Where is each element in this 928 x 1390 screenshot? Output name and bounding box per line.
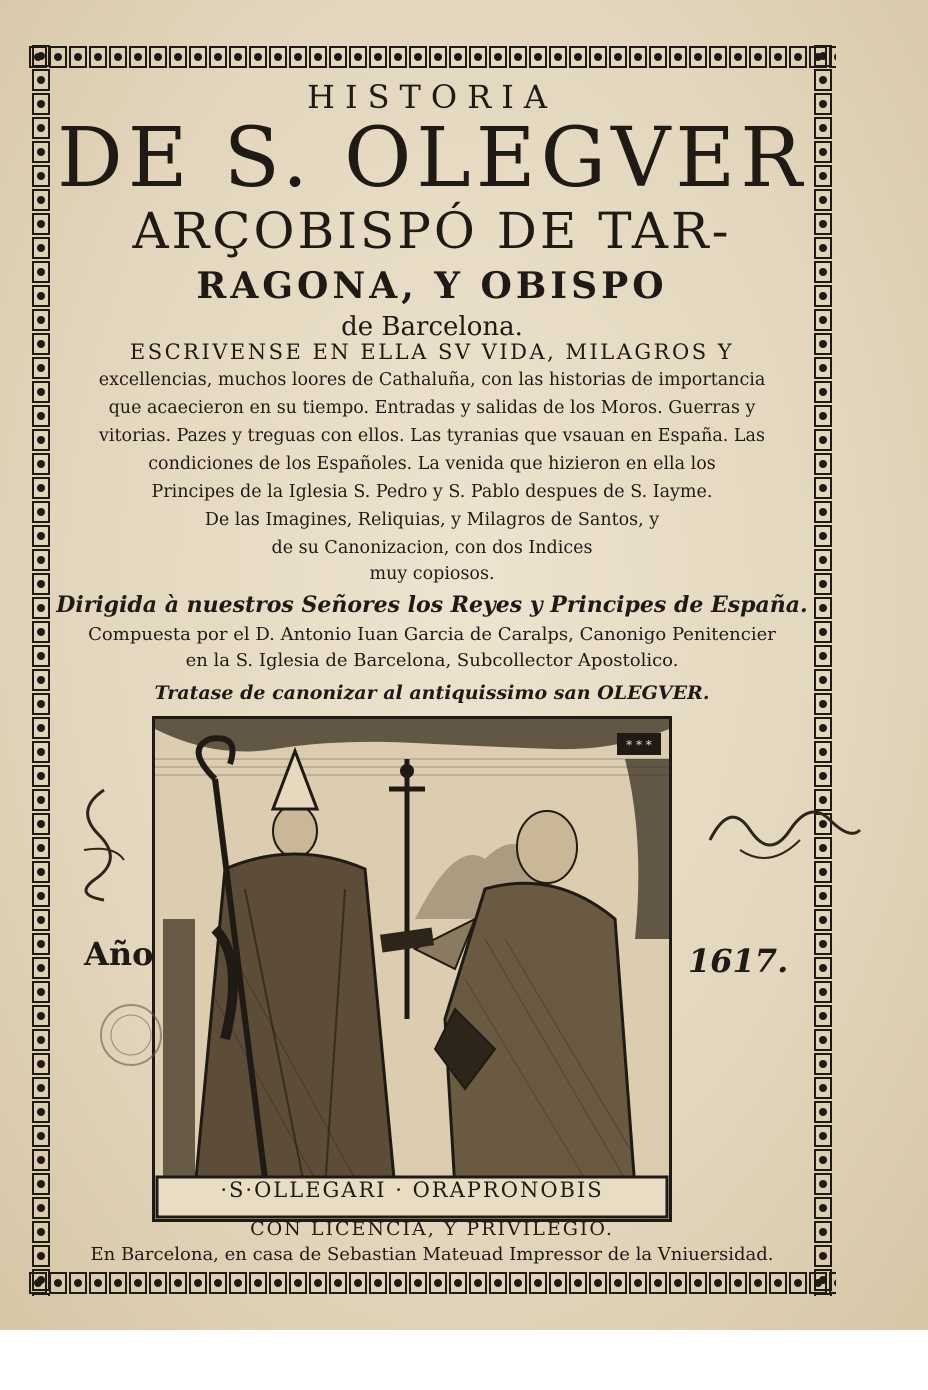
banner-stars: * * * — [626, 738, 652, 752]
tratase-line: Tratase de canonizar al antiquissimo san OLEGVER. — [154, 682, 710, 704]
summary-line: excellencias, muchos loores de Cathaluña, con las historias de importancia — [98, 370, 766, 390]
year-value: 1617. — [688, 942, 789, 980]
title-line-4: RAGONA, Y OBISPO — [196, 265, 668, 307]
library-stamp — [96, 1000, 166, 1070]
summary-lead: ESCRIVENSE EN ELLA SV VIDA, MILAGROS Y — [129, 340, 735, 364]
license-line: CON LICENCIA, Y PRIVILEGIO. — [250, 1218, 614, 1240]
dedication: Dirigida à nuestros Señores los Reyes y Principes de España. — [56, 592, 808, 618]
composer-line-1: Compuesta por el D. Antonio Iuan Garcia de Caralps, Canonigo Penitencier — [88, 624, 776, 645]
ornamental-border-top — [28, 44, 836, 70]
summary-line: condiciones de los Españoles. La venida que hizieron en ella los — [148, 454, 716, 474]
woodcut-caption: ·S·OLLEGARI · ORAPRONOBIS — [220, 1178, 604, 1202]
imprint-line: En Barcelona, en casa de Sebastian Mateuad Impressor de la Vniuersidad. — [90, 1244, 774, 1265]
title-line-5: de Barcelona. — [341, 312, 523, 342]
ornamental-border-left — [28, 44, 54, 1296]
summary-line: que acaecieron en su tiempo. Entradas y salidas de los Moros. Guerras y — [108, 398, 756, 418]
title-line-3: ARÇOBISPÓ DE TAR- — [132, 202, 732, 260]
title-line-2: DE S. OLEGVER — [57, 111, 807, 206]
ornamental-border-right — [810, 44, 836, 1296]
summary-line: de su Canonizacion, con dos Indices — [271, 538, 593, 558]
ornamental-border-bottom — [28, 1270, 836, 1296]
summary-line: vitorias. Pazes y treguas con ellos. Las tyranias que vsauan en España. Las — [99, 426, 765, 446]
title-line-1: HISTORIA — [307, 78, 557, 116]
summary-line: De las Imagines, Reliquias, y Milagros de Santos, y — [204, 510, 660, 530]
summary-line: muy copiosos. — [369, 564, 495, 584]
composer-line-2: en la S. Iglesia de Barcelona, Subcollector Apostolico. — [185, 650, 679, 671]
year-label: Año — [84, 935, 154, 973]
woodcut-illustration — [152, 716, 672, 1222]
handwritten-mark-left — [64, 780, 134, 910]
handwritten-signature-right — [700, 780, 870, 900]
summary-line: Principes de la Iglesia S. Pedro y S. Pablo despues de S. Iayme. — [151, 482, 713, 502]
